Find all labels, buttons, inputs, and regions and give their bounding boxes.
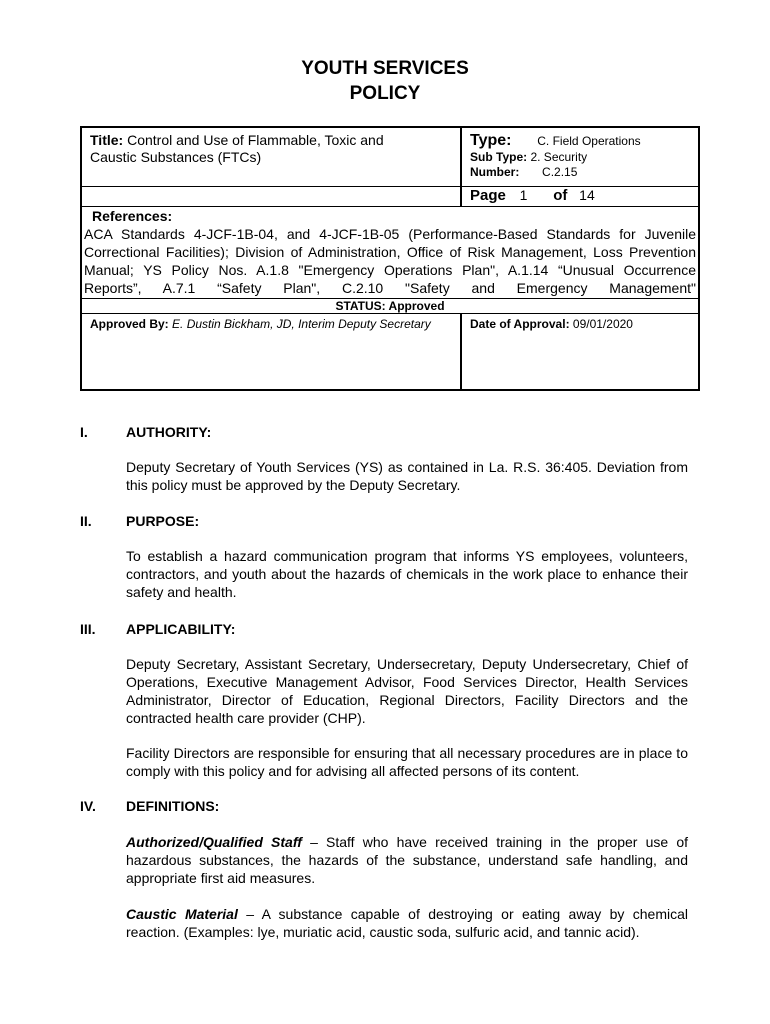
- definition-caustic-material: [126, 905, 688, 941]
- section-3-paragraph-1: Deputy Secretary, Assistant Secretary, Undersecretary, Deputy Undersecretary, Chief of Operations, Executive Management Advisor, Food Services Director, Health Services Administrator, Director of Education, Regional Directors, Facility Directors and the contracted health care provider (CHP).: [126, 656, 688, 726]
- section-1-heading: AUTHORITY:: [126, 424, 212, 440]
- section-3-number: III.: [80, 621, 96, 637]
- section-4-heading: DEFINITIONS:: [126, 798, 220, 814]
- title-label: Title:: [90, 132, 124, 148]
- section-2-paragraph: To establish a hazard communication program that informs YS employees, volunteers, contractors, and youth about the hazards of chemicals in the work place to enhance their safety and health.: [126, 548, 688, 600]
- definition-term: Authorized/Qualified Staff: [126, 834, 302, 850]
- definition-text: – Staff who have received training in the proper use of hazardous substances, the hazards of the substance, understand safe handling, and appropriate first aid measures.: [126, 834, 689, 886]
- section-3-paragraph-2: Facility Directors are responsible for ensuring that all necessary procedures are in place to comply with this policy and for advising all affected persons of its content.: [126, 745, 688, 779]
- approved-by-label: Approved By:: [90, 317, 169, 331]
- type-value: C. Field Operations: [537, 134, 641, 148]
- header-divider-page: [460, 186, 462, 206]
- date-cell: [470, 317, 698, 332]
- document-title-line1: YOUTH SERVICES: [301, 58, 469, 79]
- approved-by-value: E. Dustin Bickham, JD, Interim Deputy Secretary: [172, 317, 431, 331]
- date-label: Date of Approval:: [470, 317, 570, 331]
- definition-text: – A substance capable of destroying or eating away by chemical reaction. (Examples: lye, muriatic acid, caustic soda, sulfuric acid, and tannic acid).: [126, 906, 688, 940]
- section-3-heading: APPLICABILITY:: [126, 621, 236, 637]
- title-cell: [90, 132, 430, 166]
- number-value: C.2.15: [542, 165, 578, 179]
- type-cell: [470, 131, 698, 180]
- type-label: Type:: [470, 132, 512, 149]
- of-label: of: [553, 187, 568, 204]
- title-text: Control and Use of Flammable, Toxic and Caustic Substances (FTCs): [90, 132, 384, 165]
- header-divider-top: [460, 128, 462, 186]
- section-2-number: II.: [80, 513, 92, 529]
- header-line-2: [82, 206, 698, 207]
- page-cell: [470, 187, 698, 204]
- definition-term: Caustic Material: [126, 906, 238, 922]
- approved-by-cell: [90, 317, 456, 332]
- status-text: STATUS: Approved: [335, 299, 445, 313]
- definition-authorized-staff: [126, 833, 688, 887]
- document-title-line2: POLICY: [349, 83, 421, 104]
- policy-header-table: [80, 126, 700, 391]
- page-total: 14: [579, 187, 595, 203]
- subtype-label: Sub Type:: [470, 150, 528, 164]
- section-1-paragraph: Deputy Secretary of Youth Services (YS) as contained in La. R.S. 36:405. Deviation from this policy must be approved by the Deputy Secretary.: [126, 459, 688, 493]
- section-1-number: I.: [80, 424, 88, 440]
- references-text: ACA Standards 4-JCF-1B-04, and 4-JCF-1B-05 (Performance-Based Standards for Juvenile Correctional Facilities); Division of Administration, Office of Risk Management, Loss Prevention Manual; YS Policy Nos. A.1.8 "Emergency Operations Plan", A.1.14 “Unusual Occurrence Reports”, A.7.1 “Safety Plan", C.2.10 "Safety and Emergency Management": [84, 226, 696, 296]
- references-label: References:: [92, 208, 173, 224]
- page-number: 1: [519, 187, 528, 203]
- page-label: Page: [470, 187, 506, 204]
- number-label: Number:: [470, 165, 520, 179]
- section-2-heading: PURPOSE:: [126, 513, 200, 529]
- subtype-value: 2. Security: [530, 150, 588, 164]
- section-4-number: IV.: [80, 798, 96, 814]
- date-value: 09/01/2020: [572, 317, 633, 331]
- header-divider-bottom: [460, 313, 462, 391]
